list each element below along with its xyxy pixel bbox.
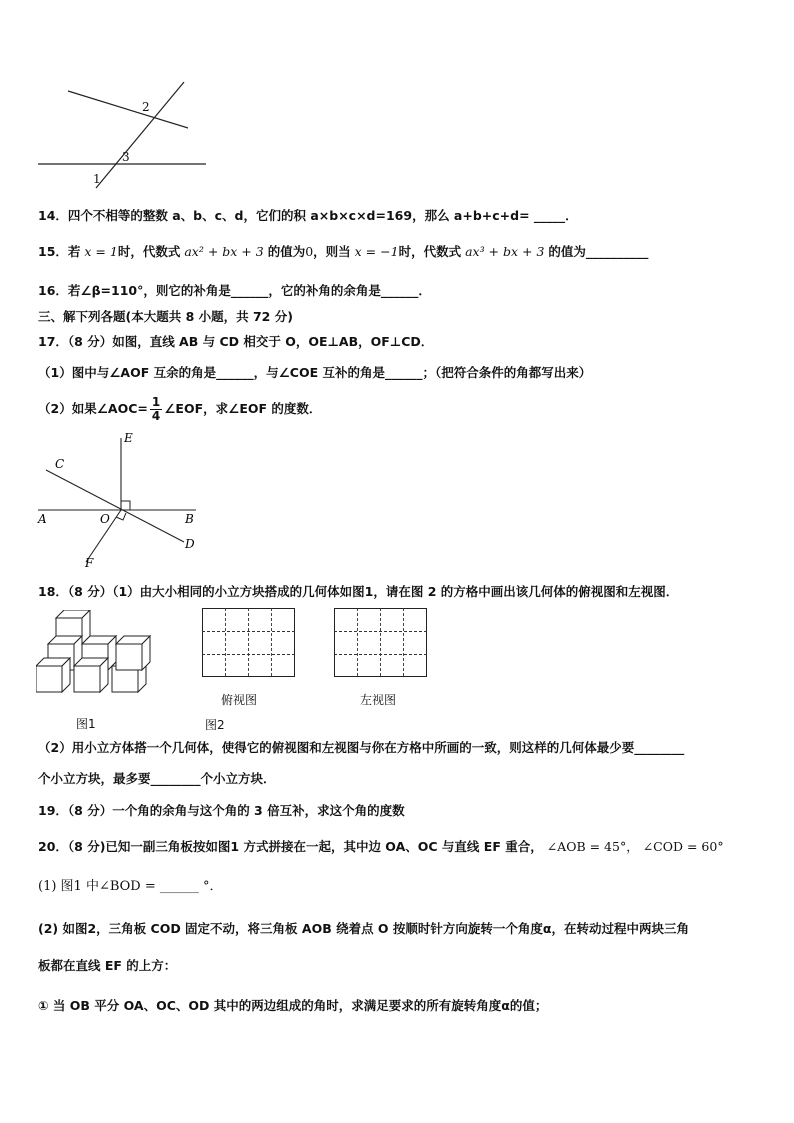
fig13-label-1: 1 (93, 172, 101, 186)
top-view-label: 俯视图 (221, 693, 258, 707)
fraction-one-quarter (150, 396, 162, 423)
question-20-part-1: (1) 图1 中∠BOD = ______ °． (38, 879, 223, 894)
cube-stack-figure (36, 610, 156, 718)
q20-stem-text: 20．（8 分)已知一副三角板按如图1 方式拼接在一起，其中边 OA、OC 与直线 EF 重合， (38, 839, 543, 854)
angle-figure-q13 (36, 80, 208, 192)
q15-text-5: 时，代数式 (398, 244, 462, 259)
q15-text-3: 的值为 (267, 244, 306, 259)
point-label-o: O (100, 512, 110, 526)
fig13-upper-line (68, 91, 188, 128)
fraction-numerator: 1 (151, 395, 161, 409)
q17-part2-text-a: （2）如果∠AOC= (38, 401, 148, 416)
q15-condition-2: x = −1 (354, 244, 399, 259)
q20-angle-aob: ∠AOB = 45°， (546, 839, 639, 854)
q15-text-4: ，则当 (313, 244, 351, 259)
point-label-e: E (124, 431, 133, 445)
q15-number: 15． (38, 244, 68, 259)
q17-part2-text-b: ∠EOF，求∠EOF 的度数． (164, 401, 322, 416)
question-18-part-2-line-2: 个小立方块，最多要________个小立方块． (38, 771, 276, 786)
question-16: 16．若∠β=110°，则它的补角是______，它的补角的余角是______． (38, 283, 431, 298)
question-19: 19．（8 分）一个角的余角与这个角的 3 倍互补，求这个角的度数 (38, 803, 405, 818)
question-20-part-2-line-1: (2) 如图2，三角板 COD 固定不动，将三角板 AOB 绕着点 O 按顺时针方向旋转一个角度α，在转动过程中两块三角 (38, 921, 690, 936)
cube-bottom-2 (74, 658, 108, 692)
question-17-part-2 (38, 392, 321, 426)
question-18-stem: 18．（8 分）（1）由大小相同的小立方块搭成的几何体如图1，请在图 2 的方格中画出该几何体的俯视图和左视图． (38, 584, 679, 599)
q15-expression-1: ax² + bx + 3 (184, 244, 264, 259)
right-angle-mark-f (116, 513, 126, 520)
question-18-part-2-line-1: （2）用小立方体搭一个几何体，使得它的俯视图和左视图与你在方格中所画的一致，则这样的几何体最少要________ (38, 740, 685, 755)
figure-2-caption: 图2 (205, 718, 225, 732)
point-label-d: D (185, 537, 195, 551)
question-20-part-2-line-2: 板都在直线 EF 的上方： (38, 958, 177, 973)
point-label-f: F (85, 556, 94, 570)
right-angle-mark-e (121, 501, 130, 510)
question-17-part-1: （1）图中与∠AOF 互余的角是______，与∠COE 互补的角是______；（把符合条件的角都写出来） (38, 365, 592, 380)
intersecting-lines-figure-q17 (34, 430, 204, 570)
top-view-grid[interactable] (202, 608, 296, 678)
fig13-label-3: 3 (122, 150, 130, 164)
question-17-stem: 17．（8 分）如图，直线 AB 与 CD 相交于 O，OE⊥AB，OF⊥CD． (38, 334, 434, 349)
question-20-item-1: ① 当 OB 平分 OA、OC、OD 其中的两边组成的角时，求满足要求的所有旋转角度α的值； (38, 998, 548, 1013)
point-label-c: C (55, 457, 65, 471)
cube-row2-back (116, 636, 150, 670)
section-3-heading: 三、解下列各题(本大题共 8 小题，共 72 分) (38, 309, 293, 324)
cube-bottom-1 (36, 658, 70, 692)
figure-1-caption: 图1 (76, 717, 96, 731)
q15-value: 0 (305, 244, 314, 259)
q15-text-6: 的值为__________ (548, 244, 649, 259)
fig13-transversal (96, 82, 184, 188)
point-label-b: B (185, 512, 194, 526)
fig13-label-2: 2 (142, 100, 150, 114)
q15-text-1: 若 (67, 244, 81, 259)
q15-expression-2: ax³ + bx + 3 (465, 244, 545, 259)
left-view-grid[interactable] (334, 608, 428, 678)
fraction-denominator: 4 (151, 409, 161, 423)
left-view-label: 左视图 (360, 693, 397, 707)
q15-text-2: 时，代数式 (117, 244, 181, 259)
line-cd (46, 470, 184, 542)
point-label-a: A (38, 512, 47, 526)
q20-angle-cod: ∠COD = 60° (642, 839, 724, 854)
q15-condition-1: x = 1 (84, 244, 118, 259)
question-15 (38, 243, 648, 261)
question-20-stem (38, 838, 724, 856)
question-14: 14．四个不相等的整数 a、b、c、d，它们的积 a×b×c×d=169，那么 a+b+c+d= _____． (38, 208, 578, 223)
